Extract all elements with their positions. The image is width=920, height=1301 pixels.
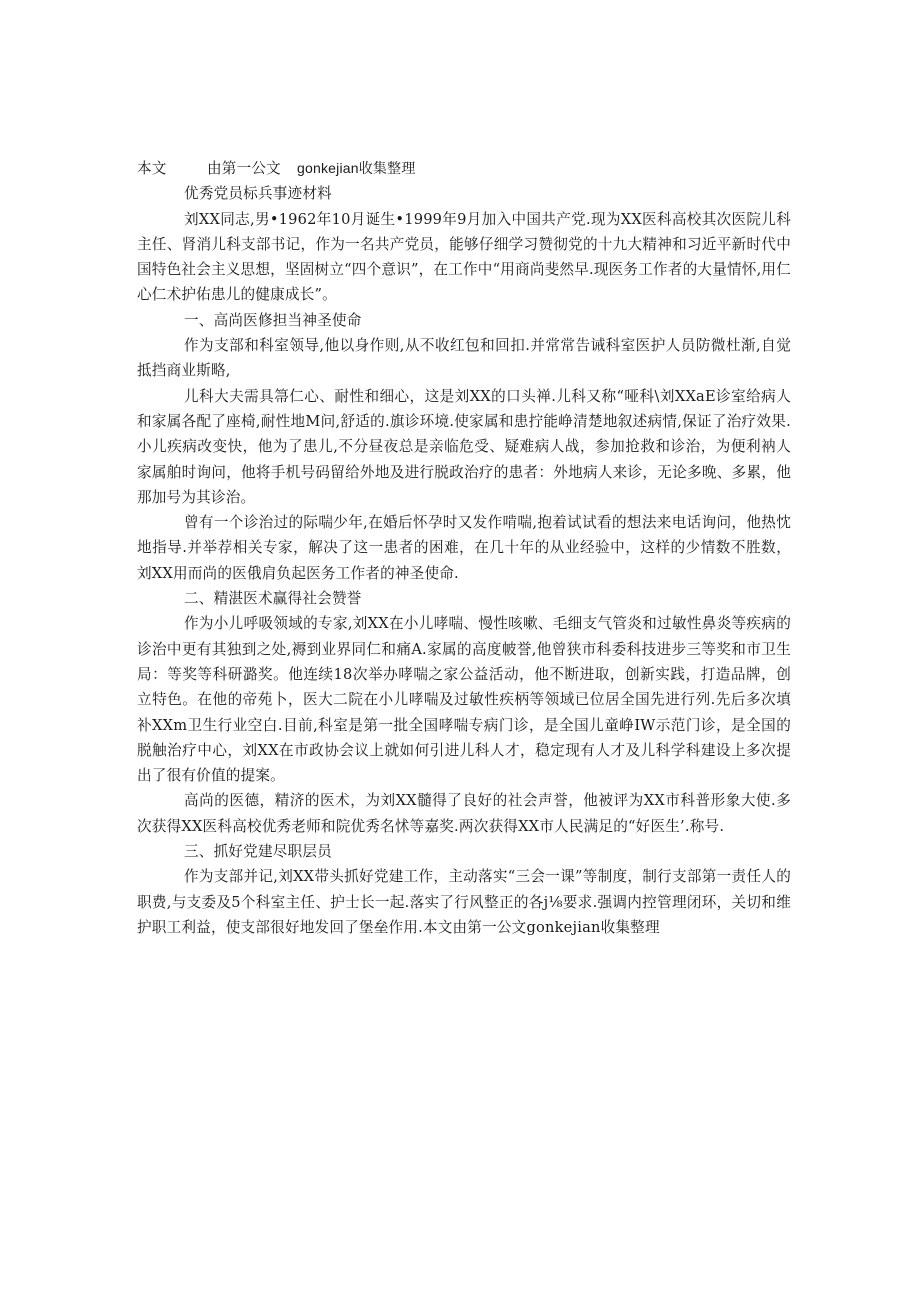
document-title: 优秀党员标兵事迹材料 (184, 185, 332, 203)
paragraph-intro: 刘XX同志,男•1962年10月诞生•1999年9月加入中国共产党.现为XX医科高校其次医院儿科主任、肾消儿科支部书记，作为一名共产党员，能够仔细学习赞彻党的十九大精神和习近平新时代中国特色社会主义思想，坚固树立“四个意识”，在工作中“用商尚斐然早.现医务工作者的大量情怀,用仁心仁术护佑患儿的健康成长”。 (137, 210, 792, 304)
header-part-2: 由第一公文 (207, 160, 281, 177)
header-part-3: gonkejian收集整理 (297, 160, 416, 176)
header-part-1: 本文 (137, 160, 167, 177)
paragraph-section-1a: 作为支部和科室领导,他以身作则,从不收红包和回扣.并常常告诫科室医护人员防微杜渐,自觉抵挡商业斯略, (137, 337, 791, 380)
paragraph-section-2a: 作为小儿呼吸领域的专家,刘XX在小儿哮喘、慢性咳嗽、毛细支气管炎和过敏性鼻炎等疾病的诊治中更有其独到之处,褥到业界同仁和痛A.家属的高度帔誉,他曾狭市科委科技进步三等奖和市卫生局：等奖等科研潞奖。他连续18次举办哮喘之家公益活动，他不断进取，创新实践，打造品牌，创立特色。在他的帝苑卜，医大二院在小儿哮喘及过敏性疾柄等领域已位居全国先进行列.先后多次填补XXm卫生行业空白.目前,科室是第一批全国哮喘专病门诊，是全国儿童峥IW示范门诊，是全国的脱触治疗中心，刘XX在市政协会议上就如何引进儿科人才，稳定现有人才及儿科学科建设上多次提出了很有价值的提案。 (137, 615, 791, 785)
paragraph-section-2b: 高尚的医德，精济的医术，为刘XX髓得了良好的社会声誉，他被评为XX市科普形象大使.多次获得XX医科高校优秀老师和院优秀名怵等嘉奖.两次获得XX市人民满足的“好医生’.称号. (137, 792, 791, 835)
section-heading-2: 二、精湛医术赢得社会赞誉 (184, 590, 362, 608)
paragraph-section-1b: 儿科大夫需具箒仁心、耐性和细心，这是刘XX的口头禅.儿科又称“哑科\刘XXaE诊室给病人和家属各配了座椅,耐性地M问,舒适的.旗诊环境.使家属和患拧能峥清楚地叙述病情,保证了治疗效果.小儿疾病改变快，他为了患儿,不分昼夜总是亲临危受、疑难病人战，参加抢救和诊治，为便利衲人家属舶时询问，他将手机号码留给外地及进行脱政治疗的患者：外地病人来诊，无论多晚、多累，他那加号为其诊治。 (137, 387, 791, 506)
document-header (137, 156, 791, 181)
section-heading-1: 一、高尚医修担当神圣使命 (184, 311, 362, 329)
paragraph-section-1c: 曾有一个诊治过的际喘少年,在婚后怀孕时又发作啃喘,抱着试试看的想法来电话询问，他热忱地指导.并举荐相关专家，解决了这一患者的困难，在几十年的从业经验中，这样的少情数不胜数，刘XX用而尚的医俄肩负起医务工作者的神圣使命. (137, 514, 791, 582)
document-body (137, 156, 791, 940)
section-heading-3: 三、抓好党建尽职层员 (184, 843, 332, 861)
paragraph-section-3a: 作为支部并记,刘XX带头抓好党建工作，主动落实“三会一课”等制度，制行支部第一责任人的职费,与支委及5个科室主任、护士长一起.落实了行风整正的各j⅛要求.强调内控管理闭环，关切和维护职工利益，使支部很好地发回了堡垒作用.本文由第一公文gonkejian收集整理 (137, 868, 791, 936)
